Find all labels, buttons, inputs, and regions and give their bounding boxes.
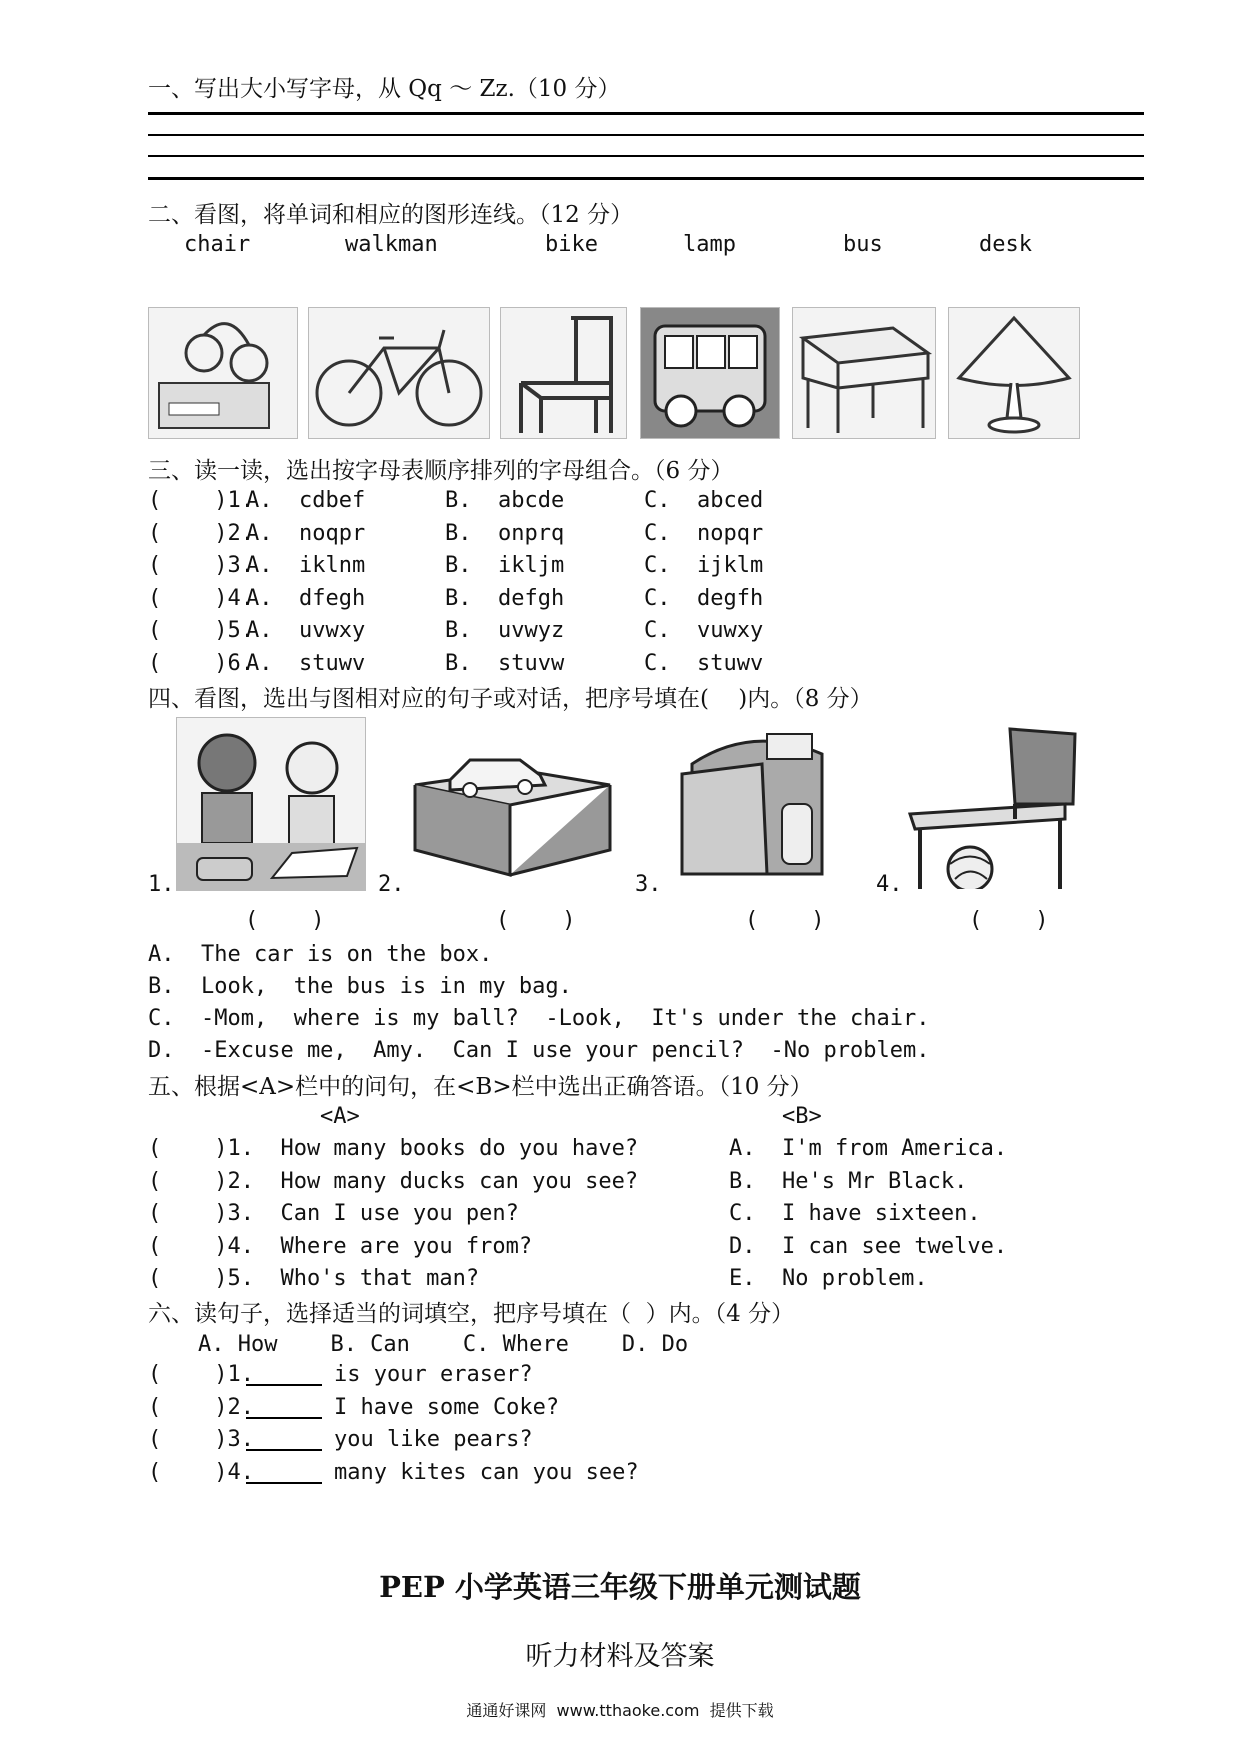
fill-in-blank[interactable]	[246, 1384, 322, 1386]
sentence-rest: I have some Coke?	[334, 1394, 560, 1420]
choice-a: A. uvwxy	[246, 618, 366, 643]
kids-desk-picture	[176, 717, 366, 891]
question-number[interactable]: ( )5.	[148, 618, 254, 643]
answer-key-title: PEP 小学英语三年级下册单元测试题	[379, 1570, 861, 1604]
question-number[interactable]: ( )2.	[148, 1394, 254, 1420]
writing-line	[148, 112, 1144, 115]
lamp-picture	[948, 307, 1080, 439]
choice-b: B. uvwyz	[445, 618, 565, 643]
option-c: C. -Mom, where is my ball? -Look, It's under the chair.	[148, 1006, 930, 1031]
choice-c: C. abced	[644, 488, 764, 513]
answer-paren[interactable]: ( )	[245, 908, 325, 933]
picture-number: 4.	[876, 872, 903, 897]
choice-b: B. ikljm	[445, 553, 565, 578]
answer-item: A. I'm from America.	[729, 1136, 1008, 1161]
section-4-heading: 四、看图，选出与图相对应的句子或对话，把序号填在( )内。（8 分）	[148, 686, 873, 712]
answer-item: B. He's Mr Black.	[729, 1168, 968, 1194]
word-bike: bike	[545, 232, 598, 257]
fill-in-blank[interactable]	[246, 1482, 322, 1484]
choice-a: A. iklnm	[246, 553, 366, 578]
choice-c: C. stuwv	[644, 650, 764, 676]
ball-under-chair-picture	[905, 724, 1080, 889]
section-1-heading: 一、写出大小写字母，从 Qq ～ Zz.（10 分）	[148, 76, 621, 102]
choice-a: A. stuwv	[246, 650, 366, 676]
picture-number: 2.	[378, 872, 405, 897]
page-footer-source: 通通好课网 www.tthaoke.com 提供下载	[466, 1701, 774, 1720]
choice-c: C. nopqr	[644, 520, 764, 546]
choice-b: B. defgh	[445, 585, 565, 611]
question-number[interactable]: ( )3.	[148, 553, 254, 578]
answer-paren[interactable]: ( )	[745, 908, 825, 933]
desk-picture	[792, 307, 936, 439]
section-6-heading: 六、读句子，选择适当的词填空，把序号填在（ ）内。（4 分）	[148, 1301, 795, 1327]
answer-item: E. No problem.	[729, 1266, 928, 1291]
choice-a: A. cdbef	[246, 488, 366, 513]
question-item[interactable]: ( )5. Who's that man?	[148, 1266, 480, 1291]
answer-item: D. I can see twelve.	[729, 1233, 1008, 1259]
word-desk: desk	[979, 232, 1032, 257]
answer-item: C. I have sixteen.	[729, 1201, 981, 1226]
picture-number: 3.	[635, 872, 662, 897]
section-3-heading: 三、读一读，选出按字母表顺序排列的字母组合。（6 分）	[148, 458, 734, 484]
question-item[interactable]: ( )3. Can I use you pen?	[148, 1201, 519, 1226]
writing-line	[148, 155, 1144, 157]
column-a-label: <A>	[320, 1104, 360, 1129]
question-number[interactable]: ( )6.	[148, 650, 254, 676]
walkman-picture	[148, 307, 298, 439]
choice-b: B. onprq	[445, 520, 565, 546]
bus-picture	[640, 307, 780, 439]
question-number[interactable]: ( )2.	[148, 520, 254, 546]
choice-c: C. ijklm	[644, 553, 764, 578]
choice-c: C. vuwxy	[644, 618, 764, 643]
bag-picture	[672, 724, 837, 889]
writing-line	[148, 134, 1144, 136]
choice-b: B. stuvw	[445, 650, 565, 676]
car-on-box-picture	[410, 740, 615, 880]
option-a: A. The car is on the box.	[148, 942, 493, 967]
question-number[interactable]: ( )3.	[148, 1427, 254, 1452]
choice-a: A. noqpr	[246, 520, 366, 546]
word-choices: A. How B. Can C. Where D. Do	[198, 1332, 689, 1357]
word-bus: bus	[843, 232, 883, 257]
sentence-rest: you like pears?	[334, 1427, 533, 1452]
choice-a: A. dfegh	[246, 585, 366, 611]
option-d: D. -Excuse me, Amy. Can I use your pencil? -No problem.	[148, 1038, 930, 1063]
choice-b: B. abcde	[445, 488, 565, 513]
section-2-heading: 二、看图，将单词和相应的图形连线。（12 分）	[148, 202, 634, 228]
picture-number: 1.	[148, 872, 175, 897]
choice-c: C. degfh	[644, 585, 764, 611]
section-5-heading: 五、根据<A>栏中的问句，在<B>栏中选出正确答语。（10 分）	[148, 1074, 813, 1100]
question-number[interactable]: ( )4.	[148, 585, 254, 611]
bike-picture	[308, 307, 490, 439]
word-chair: chair	[184, 232, 251, 257]
question-number[interactable]: ( )1.	[148, 1362, 254, 1387]
column-b-label: <B>	[782, 1104, 822, 1129]
word-walkman: walkman	[345, 232, 438, 257]
writing-line	[148, 177, 1144, 180]
fill-in-blank[interactable]	[246, 1417, 322, 1419]
sentence-rest: many kites can you see?	[334, 1459, 639, 1485]
answer-paren[interactable]: ( )	[969, 908, 1049, 933]
question-item[interactable]: ( )1. How many books do you have?	[148, 1136, 639, 1161]
fill-in-blank[interactable]	[246, 1449, 322, 1451]
option-b: B. Look, the bus is in my bag.	[148, 974, 572, 999]
question-number[interactable]: ( )4.	[148, 1459, 254, 1485]
chair-picture	[500, 307, 627, 439]
answer-paren[interactable]: ( )	[496, 908, 576, 933]
answer-key-subtitle: 听力材料及答案	[525, 1641, 715, 1672]
question-number[interactable]: ( )1.	[148, 488, 254, 513]
question-item[interactable]: ( )2. How many ducks can you see?	[148, 1168, 639, 1194]
sentence-rest: is your eraser?	[334, 1362, 533, 1387]
question-item[interactable]: ( )4. Where are you from?	[148, 1233, 533, 1259]
word-lamp: lamp	[683, 232, 736, 257]
